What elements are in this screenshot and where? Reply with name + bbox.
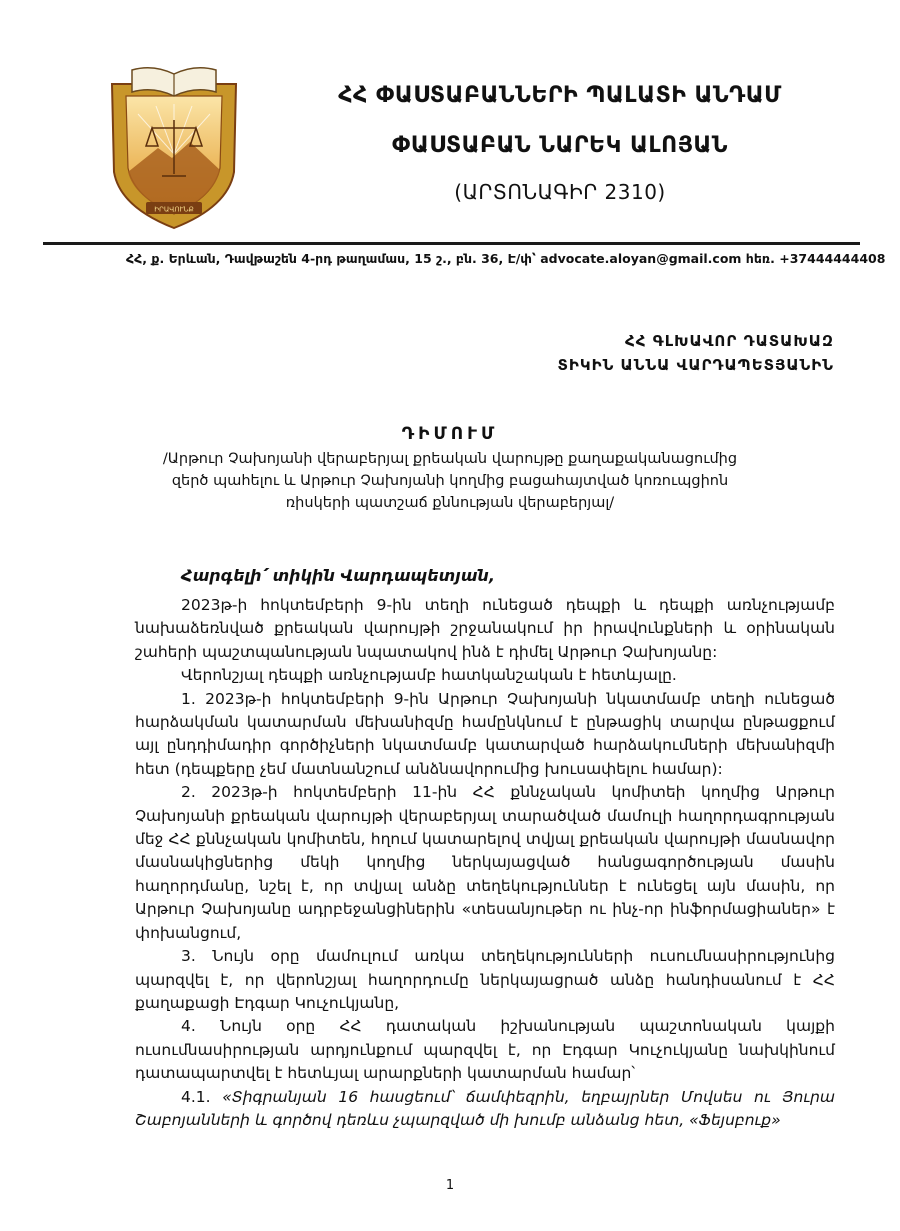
paragraph: 3. Նույն օրը մամուլում առկա տեղեկությունների ուսումնասիրությունից պարզվել է, որ վերոնշյալ հաղորդումը ներկայացրած անձը հանդիսանում է ՀՀ քաղաքացի Էդգար Կուչուկյանը, <box>135 947 835 1012</box>
addressee-title: ՀՀ ԳԼԽԱՎՈՐ ԴԱՏԱԽԱԶ <box>625 332 834 350</box>
paragraph <box>135 1086 835 1133</box>
bar-association-logo <box>108 62 240 230</box>
letterhead-name: ՓԱՍՏԱԲԱՆ ՆԱՐԵԿ ԱԼՈՅԱՆ <box>392 133 728 158</box>
paragraph: 2023թ-ի հոկտեմբերի 9-ին տեղի ունեցած դեպքի և դեպքի առնչությամբ նախաձեռնված քրեական վարույթի շրջանակում իր իրավունքների և օրինական շահերի պաշտպանության նպատակով ինձ է դիմել Արթուր Չախոյանը: <box>135 596 835 661</box>
paragraph: 4. Նույն օրը ՀՀ դատական իշխանության պաշտոնական կայքի ուսումնասիրության արդյունքում պարզվել է, որ Էդգար Կուչուկյանը նախկինում դատապարտվել է հետևյալ արարքների կատարման համար՝ <box>135 1017 835 1083</box>
letter-body <box>135 594 835 1132</box>
salutation: Հարգելի՛ տիկին Վարդապետյան, <box>181 566 495 585</box>
paragraph: Վերոնշյալ դեպքի առնչությամբ հատկանշական է հետևյալը. <box>181 666 677 685</box>
page-number: 1 <box>445 1178 455 1193</box>
header-divider <box>43 242 860 245</box>
paragraph: 1. 2023թ-ի հոկտեմբերի 9-ին Արթուր Չախոյանի նկատմամբ տեղի ունեցած հարձակման կատարման մեխանիզմը համընկնում է ընթացիկ տարվա ընթացքում այլ ընդդիմադիր գործիչների նկատմամբ կատարված հարձակումների մեխանիզմի հետ (դեպքերը չեմ մատնանշում անձնավորումից խուսափելու համար): <box>135 689 835 778</box>
svg-text:ԻՐԱՎՈՒՆՔ: ԻՐԱՎՈՒՆՔ <box>154 205 194 214</box>
quoted-text: «Տիգրանյան 16 հասցեում՝ ճամփեզրին, եղբայրներ Մովսես ու Յուրա Շաբոյանների և գործով դեռևս չպարզված մի խումբ անձանց հետ, «Ֆեյսբուք» <box>135 1087 835 1129</box>
paragraph: 2. 2023թ-ի հոկտեմբերի 11-ին ՀՀ քննչական կոմիտեի կողմից Արթուր Չախոյանի քրեական վարույթի վերաբերյալ տարածված մամուլի հաղորդագրության մեջ ՀՀ քննչական կոմիտեն, հղում կատարելով տվյալ քրեական վարույթի մասնավոր մասնակիցներից մեկի կողմից ներկայացված հանցագործության մասին հաղորդմանը, նշել է, որ տվյալ անձը տեղեկություններ է ունեցել այն մասին, որ Արթուր Չախոյանը ադրբեջանցիներին «տեսանյութեր ու ինչ-որ ինֆորմացիաներ» է փոխանցում, <box>135 783 835 942</box>
item-number: 4.1. <box>181 1087 211 1106</box>
document-subtitle: /Արթուր Չախոյանի վերաբերյալ քրեական վարույթը քաղաքականացումից զերծ պահելու և Արթուր Չախոյանի կողմից բացահայտված կոռուպցիոն ռիսկերի պատշաճ քննության վերաբերյալ/ <box>162 451 738 511</box>
contact-line: ՀՀ, ք. Երևան, Դավթաշեն 4-րդ թաղամաս, 15 շ., բն. 36, Է/փ՝ advocate.aloyan@gmail.com հեռ. +37444444408 <box>126 251 886 266</box>
letterhead-title: ՀՀ ՓԱՍՏԱԲԱՆՆԵՐԻ ՊԱԼԱՏԻ ԱՆԴԱՄ <box>338 83 782 108</box>
addressee-name: ՏԻԿԻՆ ԱՆՆԱ ՎԱՐԴԱՊԵՏՅԱՆԻՆ <box>557 356 834 374</box>
letterhead-license: (ԱՐՏՈՆԱԳԻՐ 2310) <box>454 180 666 204</box>
document-title: ԴԻՄՈՒՄ <box>401 424 499 444</box>
